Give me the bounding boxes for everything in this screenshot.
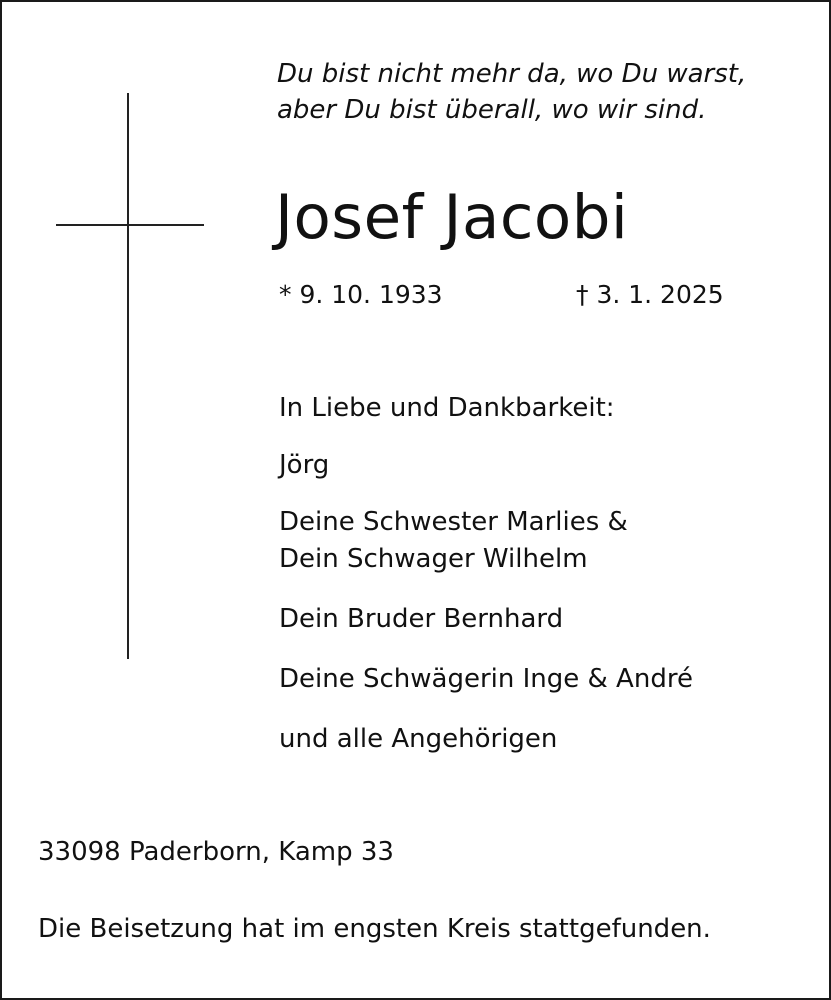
mourner-entry: Dein Schwager Wilhelm [279,544,588,574]
quote-line-1: Du bist nicht mehr da, wo Du warst, [277,59,747,89]
mourner-entry: Deine Schwägerin Inge & André [279,664,693,694]
deceased-name: Josef Jacobi [275,182,629,253]
mourner-entry: Dein Bruder Bernhard [279,604,564,634]
mourners-intro: In Liebe und Dankbarkeit: [279,393,615,423]
family-address: 33098 Paderborn, Kamp 33 [38,837,394,867]
birth-date: * 9. 10. 1933 [279,280,443,309]
cross-horizontal-bar [56,224,204,226]
memorial-quote [277,56,746,128]
burial-notice: Die Beisetzung hat im engsten Kreis stattgefunden. [38,914,711,944]
mourner-entry: Jörg [279,450,330,480]
mourner-entry: Deine Schwester Marlies & [279,507,628,537]
death-date: † 3. 1. 2025 [576,280,724,309]
quote-line-2: aber Du bist überall, wo wir sind. [277,95,707,125]
cross-vertical-bar [127,93,129,659]
mourner-entry: und alle Angehörigen [279,724,558,754]
